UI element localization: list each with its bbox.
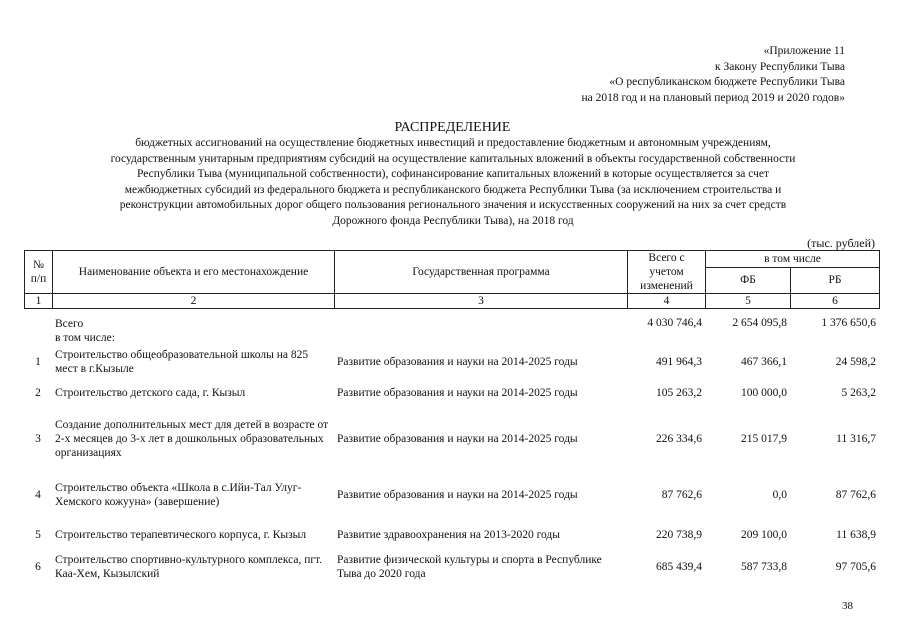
row-program: Развитие образования и науки на 2014-2025 годы (337, 356, 578, 368)
row-total: 226 334,6 (656, 433, 702, 445)
row-fb: 209 100,0 (741, 529, 787, 541)
description-line: Республики Тыва (муниципальной собственности), софинансирование капитальных вложений в которые осуществляется за счет (136, 168, 770, 181)
row-fb: 100 000,0 (741, 387, 787, 399)
header-program: Государственная программа (335, 251, 628, 294)
table-row (24, 378, 879, 408)
row-fb: 467 366,1 (741, 356, 787, 368)
row-num: 4 (35, 489, 41, 501)
row-rb: 87 762,6 (835, 489, 876, 501)
col-number: 1 (25, 294, 53, 309)
row-total: 685 439,4 (656, 561, 702, 573)
header-num: № п/п (25, 251, 53, 294)
document-description (22, 136, 884, 230)
appendix-line: к Закону Республики Тыва (715, 60, 845, 73)
row-program: Развитие здравоохранения на 2013-2020 годы (337, 529, 560, 541)
description-line: бюджетных ассигнований на осуществление бюджетных инвестиций и предоставление бюджетным и автономным учреждениям, (135, 137, 771, 149)
row-name: Строительство спортивно-культурного комплекса, пгт. Каа-Хем, Кызылский (55, 554, 323, 580)
row-fb: 215 017,9 (741, 433, 787, 445)
page-number: 38 (842, 600, 853, 612)
row-rb: 24 598,2 (835, 356, 876, 368)
total-value: 4 030 746,4 (647, 317, 702, 329)
col-number: 4 (628, 294, 706, 309)
row-name: Создание дополнительных мест для детей в возрасте от 2-х месяцев до 3-х лет в дошкольных образовательных организациях (55, 419, 329, 459)
row-num: 5 (35, 529, 41, 541)
table-row (24, 346, 879, 378)
header-rb: РБ (791, 267, 880, 293)
table-row (24, 408, 879, 470)
total-rb: 1 376 650,6 (821, 317, 876, 329)
document-title: РАСПРЕДЕЛЕНИЕ (394, 120, 511, 135)
col-number: 2 (53, 294, 335, 309)
appendix-line: «О республиканском бюджете Республики Тыва (609, 76, 845, 88)
row-name: Строительство объекта «Школа в с.Ийи-Тал Улуг-Хемского кожууна» (завершение) (55, 482, 302, 508)
row-rb: 5 263,2 (841, 387, 876, 399)
row-total: 220 738,9 (656, 529, 702, 541)
appendix-block (581, 44, 845, 106)
row-total: 105 263,2 (656, 387, 702, 399)
total-label: Всего (55, 318, 84, 330)
row-program: Развитие образования и науки на 2014-2025 годы (337, 489, 578, 501)
description-line: реконструкции автомобильных дорог общего пользования регионального значения и искусственных сооружений на них за счет средств (119, 199, 787, 212)
row-num: 2 (35, 387, 41, 399)
table-row (24, 470, 879, 520)
row-total: 491 964,3 (656, 356, 702, 368)
description-line: Дорожного фонда Республики Тыва), на 2018 год (332, 214, 574, 227)
row-program: Развитие образования и науки на 2014-2025 годы (337, 387, 578, 399)
header-fb: ФБ (706, 267, 791, 293)
total-label-cell (52, 316, 334, 346)
header-incl: в том числе (706, 251, 880, 268)
appendix-line: «Приложение 11 (763, 45, 845, 57)
total-sub-label: в том числе: (55, 332, 115, 344)
row-rb: 97 705,6 (835, 561, 876, 573)
table-row (24, 520, 879, 550)
row-num: 6 (35, 561, 41, 573)
row-num: 1 (35, 356, 41, 368)
col-number: 5 (706, 294, 791, 309)
row-num: 3 (35, 433, 41, 445)
units-label: (тыс. рублей) (807, 236, 875, 250)
row-program: Развитие образования и науки на 2014-2025 годы (337, 433, 578, 445)
description-line: государственным унитарным предприятиям субсидий на осуществление капитальных вложений в объекты государственной собственности (110, 152, 796, 165)
col-number: 6 (791, 294, 880, 309)
row-fb: 587 733,8 (741, 561, 787, 573)
row-program: Развитие физической культуры и спорта в Республике Тыва до 2020 года (337, 554, 602, 580)
row-name: Строительство терапевтического корпуса, г. Кызыл (55, 529, 307, 541)
col-number: 3 (335, 294, 628, 309)
row-name: Строительство общеобразовательной школы на 825 мест в г.Кызыле (55, 349, 309, 375)
header-name: Наименование объекта и его местонахождение (53, 251, 335, 294)
data-table (24, 316, 879, 584)
table-row (24, 550, 879, 584)
header-total: Всего с учетом изменений (628, 251, 706, 294)
total-fb: 2 654 095,8 (732, 317, 787, 329)
row-name: Строительство детского сада, г. Кызыл (55, 387, 246, 399)
row-total: 87 762,6 (661, 489, 702, 501)
description-line: межбюджетных субсидий из федерального бюджета и республиканского бюджета Республики Тыва (за исключением строительства и (124, 183, 782, 196)
row-fb: 0,0 (772, 489, 787, 501)
row-rb: 11 316,7 (836, 433, 876, 445)
table-header (24, 250, 880, 309)
row-rb: 11 638,9 (836, 529, 876, 541)
appendix-line: на 2018 год и на плановый период 2019 и 2020 годов» (581, 91, 845, 104)
total-row (24, 316, 879, 346)
